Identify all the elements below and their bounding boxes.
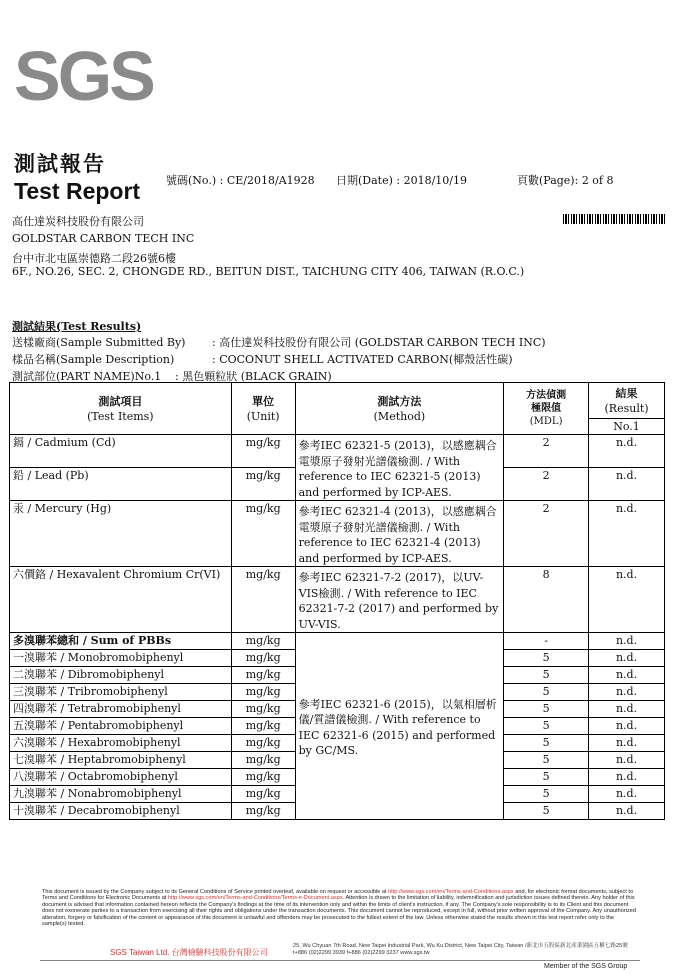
table-row bbox=[10, 501, 665, 567]
footer-address bbox=[293, 943, 628, 957]
header-mdl-zh1: 方法偵測 bbox=[526, 390, 567, 401]
legal-text-1: This document is issued by the Company subject to its General Conditions of Service printed overleaf, available on request or accessible at bbox=[42, 889, 389, 895]
member-of-sgs-group: Member of the SGS Group bbox=[544, 963, 628, 970]
report-number bbox=[166, 172, 315, 188]
sample-submitted-value: : 高仕達炭科技股份有限公司 (GOLDSTAR CARBON TECH INC) bbox=[212, 336, 546, 349]
mdl-cell: 5 bbox=[504, 650, 589, 667]
table-row bbox=[10, 435, 665, 468]
result-cell: n.d. bbox=[589, 567, 665, 633]
result-cell: n.d. bbox=[589, 786, 665, 803]
method-cell: 參考IEC 62321-7-2 (2017)，以UV-VIS檢測. / With reference to IEC 62321-7-2 (2017) and performed by UV-VIS. bbox=[295, 567, 504, 633]
unit-cell: mg/kg bbox=[231, 803, 295, 820]
result-cell: n.d. bbox=[589, 667, 665, 684]
unit-cell: mg/kg bbox=[231, 650, 295, 667]
test-item: 鉛 / Lead (Pb) bbox=[10, 468, 232, 501]
test-item: 九溴聯苯 / Nonabromobiphenyl bbox=[10, 786, 232, 803]
test-item: 四溴聯苯 / Tetrabromobiphenyl bbox=[10, 701, 232, 718]
unit-cell: mg/kg bbox=[231, 735, 295, 752]
mdl-cell: 5 bbox=[504, 752, 589, 769]
header-method bbox=[295, 383, 504, 435]
client-address-en: 6F., NO.26, SEC. 2, CHONGDE RD., BEITUN DIST., TAICHUNG CITY 406, TAIWAN (R.O.C.) bbox=[12, 265, 525, 278]
header-method-zh: 測試方法 bbox=[377, 394, 422, 408]
mdl-cell: 5 bbox=[504, 701, 589, 718]
result-cell: n.d. bbox=[589, 468, 665, 501]
header-unit-zh: 單位 bbox=[252, 394, 275, 408]
mdl-cell: 5 bbox=[504, 803, 589, 820]
result-cell: n.d. bbox=[589, 650, 665, 667]
part-name-label: 測試部位(PART NAME)No.1 bbox=[12, 370, 162, 383]
test-item: 汞 / Mercury (Hg) bbox=[10, 501, 232, 567]
header-unit-en: (Unit) bbox=[246, 409, 280, 423]
e-document-terms-link[interactable]: http://www.sgs.com/en/Terms-and-Conditions/Terms-e-Document.aspx bbox=[167, 895, 343, 902]
table-row bbox=[10, 567, 665, 633]
method-cell: 參考IEC 62321-4 (2013)，以感應耦合電漿原子發射光譜儀檢測. / With reference to IEC 62321-4 (2013) and performed by ICP-AES. bbox=[295, 501, 504, 567]
barcode-icon bbox=[563, 214, 667, 224]
unit-cell: mg/kg bbox=[231, 769, 295, 786]
header-result-no: No.1 bbox=[589, 419, 665, 435]
mdl-cell: 5 bbox=[504, 667, 589, 684]
result-cell: n.d. bbox=[589, 803, 665, 820]
page-number bbox=[517, 172, 614, 188]
results-table bbox=[9, 382, 665, 820]
mdl-cell: 5 bbox=[504, 769, 589, 786]
header-result-en: (Result) bbox=[604, 401, 649, 415]
test-item: 鎘 / Cadmium (Cd) bbox=[10, 435, 232, 468]
sample-submitted-label: 送樣廠商(Sample Submitted By) bbox=[12, 336, 186, 349]
header-test-items bbox=[10, 383, 232, 435]
method-cell: 參考IEC 62321-5 (2013)，以感應耦合電漿原子發射光譜儀檢測. / With reference to IEC 62321-5 (2013) and performed by ICP-AES. bbox=[295, 435, 504, 501]
terms-link[interactable]: http://www.sgs.com/en/Terms-and-Conditions.aspx bbox=[388, 889, 514, 895]
sample-description-value: : COCONUT SHELL ACTIVATED CARBON(椰殼活性碳) bbox=[212, 353, 513, 366]
test-item: 多溴聯苯總和 / Sum of PBBs bbox=[10, 633, 232, 650]
result-cell: n.d. bbox=[589, 701, 665, 718]
footer-address-line-2: t+886 (02)2299 3939 f+886 (02)2299 3237 www.sgs.tw bbox=[293, 950, 430, 956]
result-cell: n.d. bbox=[589, 718, 665, 735]
test-item: 五溴聯苯 / Pentabromobiphenyl bbox=[10, 718, 232, 735]
unit-cell: mg/kg bbox=[231, 633, 295, 650]
header-result bbox=[589, 383, 665, 419]
test-item: 二溴聯苯 / Dibromobiphenyl bbox=[10, 667, 232, 684]
legal-text-3: . Attention is drawn to the limitation of liability, indemnification and jurisdiction issues defined therein. Any holder of this document is advised that information contained hereon reflects the Company's findings at the time of its intervention only and within the limits of client's instruction, if any. The Company's sole responsibility is to its Client and this document does not exonerate parties to a transaction from exercising all their rights and obligations under the transaction documents. This document cannot be reproduced, except in full, without prior written approval of the Company. Any unauthorized alteration, forgery or falsification of the content or appearance of this document is unlawful and offenders may be prosecuted to the fullest extent of the law. Unless otherwise stated the results shown in this test report refer only to the sample(s) tested. bbox=[42, 895, 637, 928]
test-item: 六溴聯苯 / Hexabromobiphenyl bbox=[10, 735, 232, 752]
report-date-value: 2018/10/19 bbox=[403, 174, 467, 187]
test-item: 三溴聯苯 / Tribromobiphenyl bbox=[10, 684, 232, 701]
test-item: 一溴聯苯 / Monobromobiphenyl bbox=[10, 650, 232, 667]
page-number-label: 頁數(Page): bbox=[517, 174, 579, 187]
page-number-value: 2 of 8 bbox=[581, 174, 614, 187]
part-name-value: : 黑色顆粒狀 (BLACK GRAIN) bbox=[175, 370, 332, 383]
header-mdl-zh2: 極限值 bbox=[531, 403, 562, 414]
mdl-cell: 8 bbox=[504, 567, 589, 633]
footer-address-line-1: 25, Wu Chyuan 7th Road, New Taipei Industrial Park, Wu Ku District, New Taipei City, Taiwan /新北市五股區新北產業園區五權七路25號 bbox=[293, 943, 628, 949]
client-name-zh: 高仕達炭科技股份有限公司 bbox=[12, 215, 144, 228]
test-item: 八溴聯苯 / Octabromobiphenyl bbox=[10, 769, 232, 786]
report-title-en: Test Report bbox=[14, 178, 141, 204]
test-item: 六價鉻 / Hexavalent Chromium Cr(VI) bbox=[10, 567, 232, 633]
mdl-cell: 5 bbox=[504, 684, 589, 701]
mdl-cell: - bbox=[504, 633, 589, 650]
legal-text-2: and, for electronic format documents, subject to Terms and Conditions for Electronic Documents at bbox=[42, 889, 634, 902]
report-number-label: 號碼(No.) : bbox=[166, 174, 224, 187]
unit-cell: mg/kg bbox=[231, 501, 295, 567]
header-test-items-en: (Test Items) bbox=[87, 409, 154, 423]
report-date bbox=[336, 172, 467, 188]
report-date-label: 日期(Date) : bbox=[336, 174, 401, 187]
unit-cell: mg/kg bbox=[231, 468, 295, 501]
unit-cell: mg/kg bbox=[231, 667, 295, 684]
unit-cell: mg/kg bbox=[231, 718, 295, 735]
header-unit bbox=[231, 383, 295, 435]
legal-disclaimer bbox=[42, 889, 638, 927]
result-cell: n.d. bbox=[589, 769, 665, 786]
unit-cell: mg/kg bbox=[231, 684, 295, 701]
result-cell: n.d. bbox=[589, 684, 665, 701]
report-title-zh: 測試報告 bbox=[14, 152, 106, 176]
result-cell: n.d. bbox=[589, 735, 665, 752]
sgs-logo: SGS bbox=[14, 37, 153, 115]
mdl-cell: 2 bbox=[504, 435, 589, 468]
header-result-zh: 結果 bbox=[615, 386, 638, 400]
test-results-heading: 測試結果(Test Results) bbox=[12, 320, 142, 333]
footer-divider bbox=[40, 960, 640, 961]
result-cell: n.d. bbox=[589, 435, 665, 468]
header-mdl-en: (MDL) bbox=[529, 416, 563, 427]
result-cell: n.d. bbox=[589, 501, 665, 567]
mdl-cell: 2 bbox=[504, 501, 589, 567]
table-header-row bbox=[10, 383, 665, 419]
client-name-en: GOLDSTAR CARBON TECH INC bbox=[12, 232, 195, 245]
footer-company: SGS Taiwan Ltd. 台灣檢驗科技股份有限公司 bbox=[110, 948, 268, 957]
method-cell: 參考IEC 62321-6 (2015)，以氣相層析儀/質譜儀檢測. / With reference to IEC 62321-6 (2015) and performed by GC/MS. bbox=[295, 633, 504, 820]
client-address-zh: 台中市北屯區崇德路二段26號6樓 bbox=[12, 252, 176, 265]
mdl-cell: 5 bbox=[504, 786, 589, 803]
mdl-cell: 5 bbox=[504, 735, 589, 752]
table-row bbox=[10, 633, 665, 650]
header-method-en: (Method) bbox=[373, 409, 426, 423]
test-item: 七溴聯苯 / Heptabromobiphenyl bbox=[10, 752, 232, 769]
unit-cell: mg/kg bbox=[231, 567, 295, 633]
unit-cell: mg/kg bbox=[231, 786, 295, 803]
mdl-cell: 5 bbox=[504, 718, 589, 735]
header-mdl bbox=[504, 383, 589, 435]
unit-cell: mg/kg bbox=[231, 701, 295, 718]
sample-description-label: 樣品名稱(Sample Description) bbox=[12, 353, 175, 366]
unit-cell: mg/kg bbox=[231, 752, 295, 769]
test-item: 十溴聯苯 / Decabromobiphenyl bbox=[10, 803, 232, 820]
report-number-value: CE/2018/A1928 bbox=[226, 174, 315, 187]
unit-cell: mg/kg bbox=[231, 435, 295, 468]
result-cell: n.d. bbox=[589, 752, 665, 769]
header-test-items-zh: 測試項目 bbox=[98, 394, 143, 408]
result-cell: n.d. bbox=[589, 633, 665, 650]
mdl-cell: 2 bbox=[504, 468, 589, 501]
